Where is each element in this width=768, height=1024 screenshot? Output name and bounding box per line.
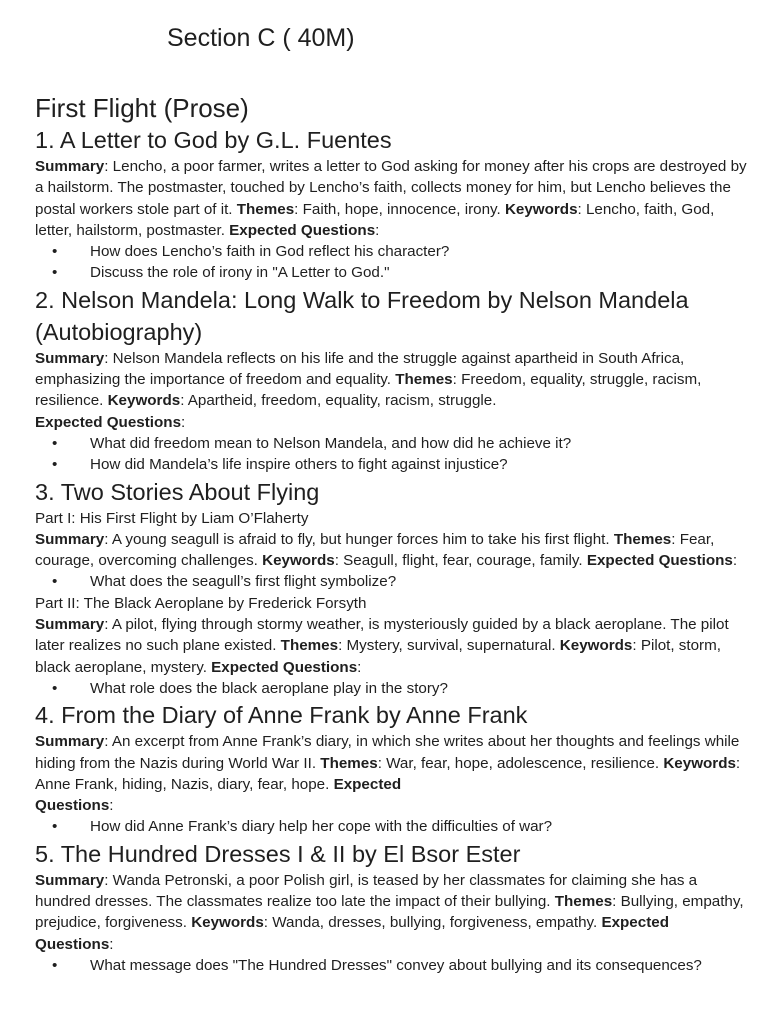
question-text: What did freedom mean to Nelson Mandela, and how did he achieve it? <box>90 434 572 452</box>
list-item <box>35 571 747 592</box>
content-flow <box>35 124 747 976</box>
book-title: First Flight (Prose) <box>35 93 249 123</box>
keywords-text: : Lencho, faith, God, letter, hailstorm, postmaster. <box>35 200 715 239</box>
chapter-heading: 3. Two Stories About Flying <box>35 478 320 505</box>
summary-text: : Wanda Petronski, a poor Polish girl, is teased by her classmates for claiming she has a hundred dresses. The classmates realize too late the impact of their bullying. <box>35 871 698 911</box>
summary-text: : An excerpt from Anne Frank’s diary, in which she writes about her thoughts and feelings while hiding from the Nazis during World War II. <box>35 733 740 772</box>
colon: : <box>357 658 362 676</box>
themes-label: Themes <box>613 530 672 548</box>
expected-questions-label-b: Questions <box>35 797 110 815</box>
summary-label: Summary <box>35 530 105 548</box>
list-item <box>35 454 747 475</box>
chapter-heading: 2. Nelson Mandela: Long Walk to Freedom by Nelson Mandela (Autobiography) <box>35 286 689 345</box>
question-text: How does Lencho’s faith in God reflect his character? <box>90 243 450 261</box>
keywords-text: : Wanda, dresses, bullying, forgiveness, empathy. <box>263 914 602 932</box>
bullet: • <box>52 456 58 474</box>
expected-questions-label: Expected Questions <box>229 221 376 239</box>
summary-label: Summary <box>35 733 105 751</box>
bullet: • <box>52 679 58 697</box>
bullet: • <box>52 264 58 282</box>
keywords-text: : Apartheid, freedom, equality, racism, struggle. <box>180 392 497 410</box>
themes-text: : Fear, courage, overcoming challenges. <box>35 530 715 570</box>
themes-label: Themes <box>554 893 613 911</box>
expected-questions-label: Expected Questions <box>35 413 182 431</box>
list-item <box>35 678 747 699</box>
chapter-body <box>35 614 747 678</box>
chapter-body <box>35 731 747 816</box>
chapter-3 <box>35 476 747 700</box>
expected-questions-label: Expected Questions <box>211 658 358 676</box>
expected-questions-label: Expected Questions <box>586 552 733 570</box>
question-text: How did Mandela’s life inspire others to fight against injustice? <box>90 456 508 474</box>
keywords-text: : Pilot, storm, black aeroplane, mystery. <box>35 637 721 676</box>
bullet: • <box>52 243 58 261</box>
themes-text: : Mystery, survival, supernatural. <box>338 637 560 655</box>
list-item <box>35 955 747 976</box>
themes-text: : Faith, hope, innocence, irony. <box>294 200 505 218</box>
themes-text: : War, fear, hope, adolescence, resilience. <box>377 754 664 772</box>
keywords-label: Keywords <box>559 637 633 655</box>
keywords-text: : Seagull, flight, fear, courage, family. <box>334 552 587 570</box>
question-list <box>35 678 747 699</box>
question-text: What does the seagull’s first flight symbolize? <box>90 573 397 591</box>
chapter-heading: 1. A Letter to God by G.L. Fuentes <box>35 127 392 153</box>
themes-label: Themes <box>280 637 339 655</box>
themes-label: Themes <box>320 754 378 772</box>
colon: : <box>375 221 380 239</box>
chapter-2 <box>35 284 747 476</box>
question-text: What message does "The Hundred Dresses" convey about bullying and its consequences? <box>90 956 702 974</box>
themes-label: Themes <box>236 200 295 218</box>
bullet: • <box>52 434 58 452</box>
colon: : <box>109 935 114 953</box>
section-header: Section C ( 40M) <box>167 24 355 52</box>
question-list <box>35 955 747 976</box>
list-item <box>35 241 747 262</box>
bullet: • <box>52 956 58 974</box>
chapter-body <box>35 348 747 412</box>
bullet: • <box>52 573 58 591</box>
summary-text: : A young seagull is afraid to fly, but hunger forces him to take his first flight. <box>104 530 614 548</box>
chapter-heading: 4. From the Diary of Anne Frank by Anne Frank <box>35 702 528 729</box>
keywords-label: Keywords <box>663 754 736 772</box>
summary-text: : A pilot, flying through stormy weather, is mysteriously guided by a black aeroplane. The pilot later realizes no such plane existed. <box>35 616 729 655</box>
themes-label: Themes <box>395 371 453 389</box>
part-title: Part II: The Black Aeroplane by Frederick Forsyth <box>35 594 367 612</box>
question-text: How did Anne Frank’s diary help her cope with the difficulties of war? <box>90 818 553 836</box>
list-item <box>35 262 747 283</box>
question-list <box>35 241 747 284</box>
summary-label: Summary <box>35 871 105 889</box>
chapter-1 <box>35 124 747 284</box>
summary-label: Summary <box>35 349 105 367</box>
colon: : <box>109 797 114 815</box>
chapter-body <box>35 870 747 955</box>
chapter-5 <box>35 838 747 976</box>
chapter-body <box>35 529 747 572</box>
summary-text: : Lencho, a poor farmer, writes a letter to God asking for money after his crops are destroyed by a hailstorm. The postmaster, touched by Lencho’s faith, collects money for him, but Lencho believes the postal workers stole part of it. <box>35 158 747 218</box>
summary-text: : Nelson Mandela reflects on his life and the struggle against apartheid in South Africa, emphasizing the importance of freedom and equality. <box>35 349 685 389</box>
part-title: Part I: His First Flight by Liam O’Flaherty <box>35 509 309 527</box>
keywords-label: Keywords <box>107 392 181 410</box>
keywords-label: Keywords <box>262 552 335 570</box>
list-item <box>35 433 747 454</box>
question-text: Discuss the role of irony in "A Letter to God." <box>90 264 390 282</box>
chapter-heading: 5. The Hundred Dresses I & II by El Bsor Ester <box>35 840 521 867</box>
bullet: • <box>52 818 58 836</box>
question-list <box>35 571 747 592</box>
themes-text: : Bullying, empathy, prejudice, forgiveness. <box>35 893 744 932</box>
chapter-4 <box>35 699 747 837</box>
colon: : <box>181 413 186 431</box>
question-list <box>35 433 747 476</box>
expected-questions-label-a: Expected <box>333 775 402 793</box>
keywords-label: Keywords <box>504 200 578 218</box>
keywords-text: : Anne Frank, hiding, Nazis, diary, fear, hope. <box>35 754 741 793</box>
expected-questions-line <box>35 412 747 433</box>
chapter-body <box>35 156 747 241</box>
keywords-label: Keywords <box>191 914 264 932</box>
expected-questions-label: Expected Questions <box>35 914 669 953</box>
list-item <box>35 816 747 837</box>
summary-label: Summary <box>35 616 105 634</box>
themes-text: : Freedom, equality, struggle, racism, resilience. <box>35 371 702 410</box>
summary-label: Summary <box>35 158 105 175</box>
colon: : <box>732 552 738 570</box>
question-list <box>35 816 747 837</box>
question-text: What role does the black aeroplane play in the story? <box>90 679 448 697</box>
